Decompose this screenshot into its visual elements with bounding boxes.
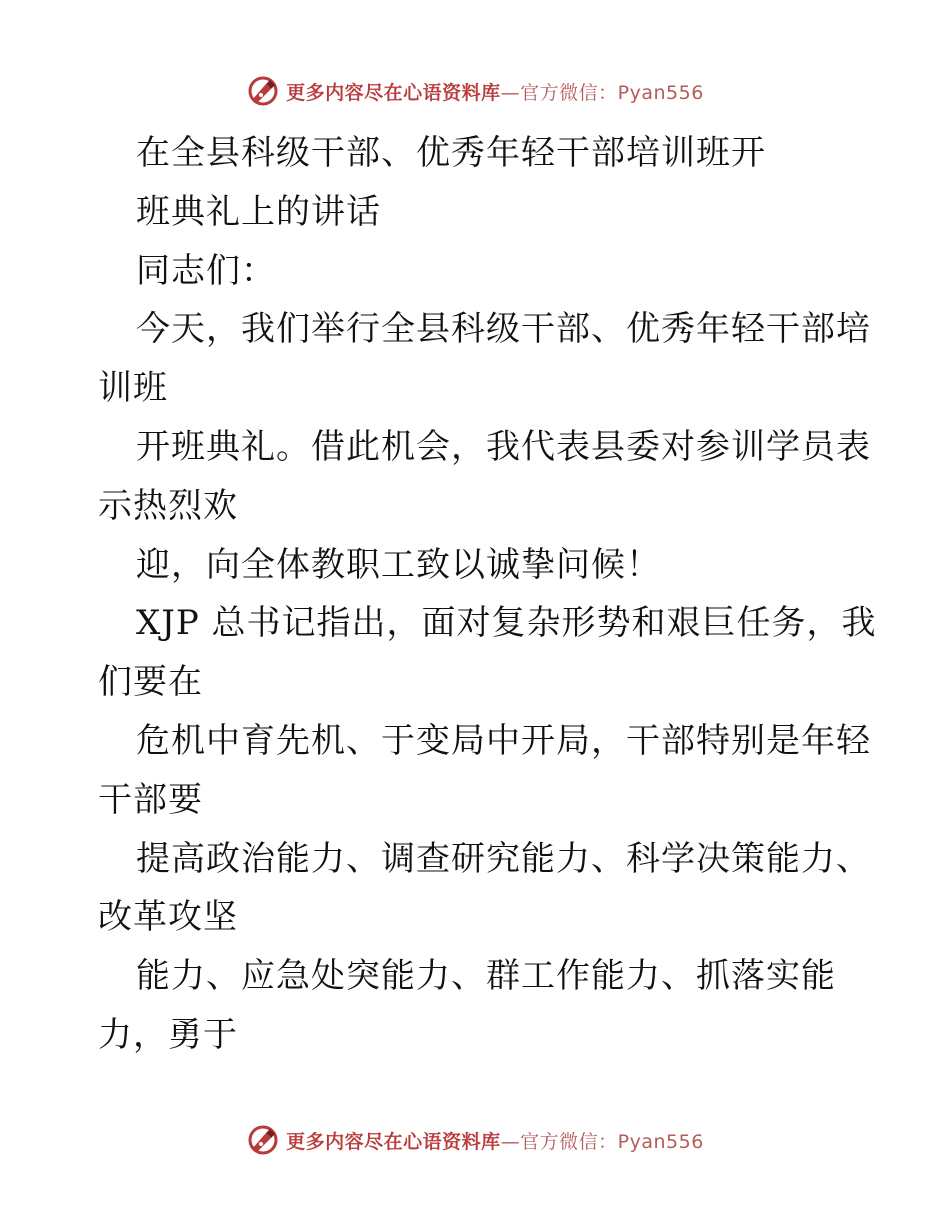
document-line: 今天，我们举行全县科级干部、优秀年轻干部培 (136, 309, 871, 350)
watermark-brand-text: 更多内容尽在心语资料库 (286, 81, 501, 104)
watermark-contact-text: 官方微信：Pyan556 (520, 1130, 704, 1153)
watermark-brand-text: 更多内容尽在心语资料库 (286, 1130, 501, 1153)
document-line: 在全县科级干部、优秀年轻干部培训班开 (136, 133, 766, 173)
document-line: 同志们： (136, 250, 276, 291)
document-line: 改革攻坚 (98, 897, 238, 938)
watermark-separator: — (500, 1130, 521, 1153)
document-line: 干部要 (98, 779, 203, 820)
document-line: 班典礼上的讲话 (136, 191, 381, 232)
pen-nib-logo-icon (246, 1123, 280, 1157)
watermark-contact-text: 官方微信：Pyan556 (520, 81, 704, 104)
header-watermark-banner (0, 71, 950, 111)
document-body (98, 124, 877, 1065)
document-line: 能力、应急处突能力、群工作能力、抓落实能 (136, 956, 836, 997)
document-line: 提高政治能力、调查研究能力、科学决策能力、 (136, 838, 871, 879)
document-line: 危机中育先机、于变局中开局，干部特别是年轻 (136, 720, 871, 761)
watermark-text (286, 1127, 704, 1154)
watermark-text (286, 78, 704, 105)
document-line: 开班典礼。借此机会，我代表县委对参训学员表 (136, 426, 871, 467)
watermark-separator: — (500, 81, 521, 104)
document-line: 力，勇于 (98, 1014, 238, 1055)
document-line: 们要在 (98, 662, 203, 703)
document-line: 迎，向全体教职工致以诚挚问候！ (136, 544, 661, 585)
pen-nib-logo-icon (246, 74, 280, 108)
document-line: 训班 (98, 368, 168, 409)
document-line: XJP 总书记指出，面对复杂形势和艰巨任务，我 (136, 603, 877, 644)
document-line: 示热烈欢 (98, 485, 238, 526)
footer-watermark-banner (0, 1120, 950, 1160)
